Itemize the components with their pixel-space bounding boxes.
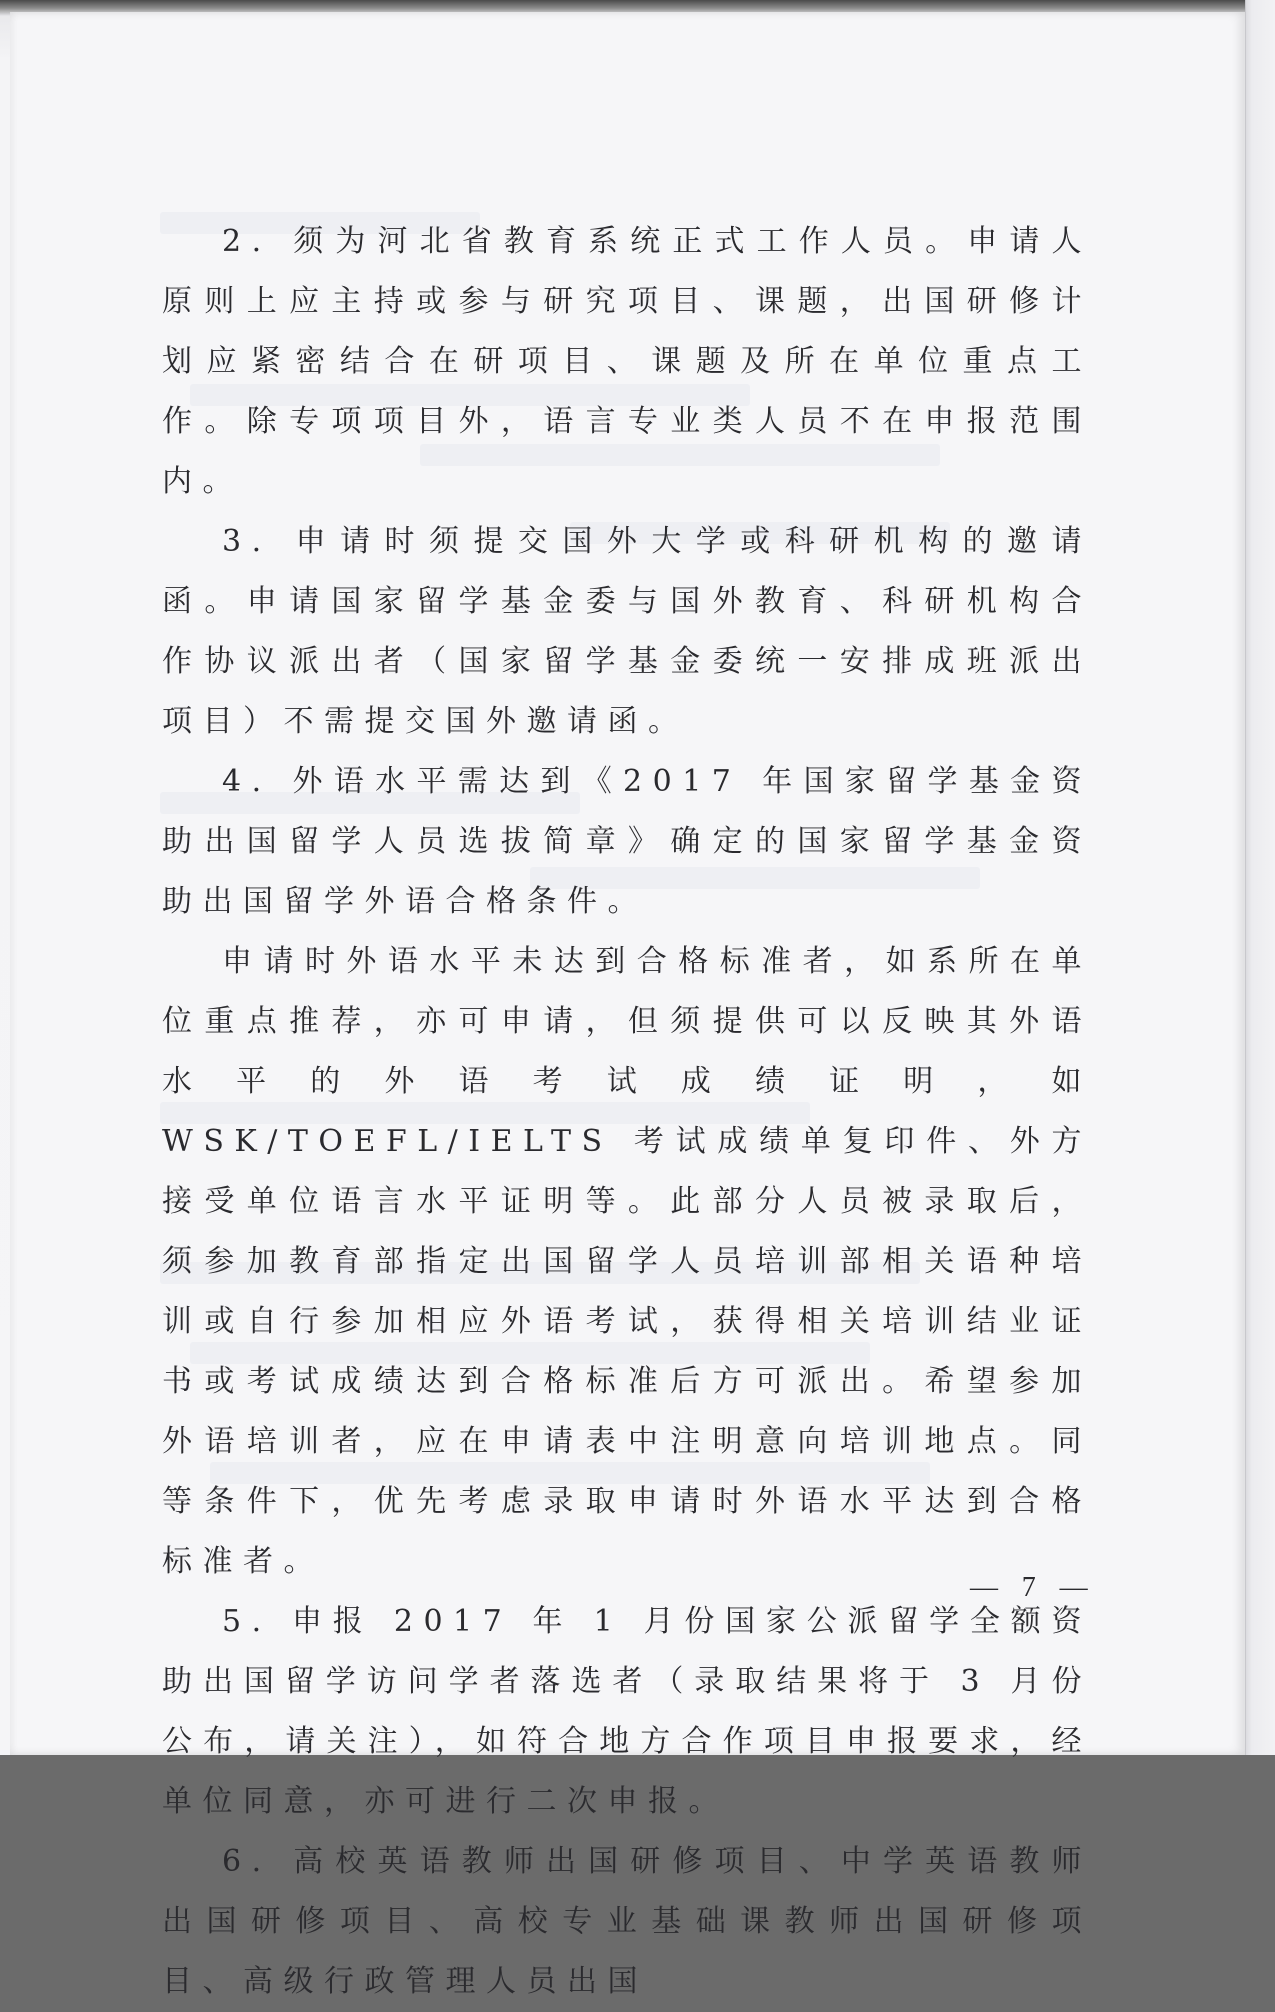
paragraph-4-detail: 申请时外语水平未达到合格标准者，如系所在单位重点推荐，亦可申请，但须提供可以反映其外语水平的外语考试成绩证明，如 WSK/TOEFL/IELTS 考试成绩单复印件、外方接受单位语言水平证明等。此部分人员被录取后，须参加教育部指定出国留学人员培训部相关语种培训或自行参加相应外语考试，获得相关培训结业证书或考试成绩达到合格标准后方可派出。希望参加外语培训者，应在申请表中注明意向培训地点。同等条件下，优先考虑录取申请时外语水平达到合格标准者。 (162, 944, 1092, 1579)
paper-sheet (10, 12, 1246, 1999)
paragraph-6: 6. 高校英语教师出国研修项目、中学英语教师出国研修项目、高校专业基础课教师出国研修项目、高级行政管理人员出国 (162, 1844, 1092, 1999)
paragraph-5: 5. 申报 2017 年 1 月份国家公派留学全额资助出国留学访问学者落选者（录取结果将于 3 月份公布，请关注），如符合地方合作项目申报要求，经单位同意，亦可进行二次申报。 (162, 1604, 1092, 1819)
body-text (162, 212, 1092, 2012)
page-number: — 7 — (970, 1572, 1096, 1603)
paragraph-4: 4. 外语水平需达到《2017 年国家留学基金资助出国留学人员选拔简章》确定的国家留学基金资助出国留学外语合格条件。 (162, 764, 1092, 919)
paragraph-3: 3. 申请时须提交国外大学或科研机构的邀请函。申请国家留学基金委与国外教育、科研机构合作协议派出者（国家留学基金委统一安排成班派出项目）不需提交国外邀请函。 (162, 524, 1092, 739)
paragraph-2: 2. 须为河北省教育系统正式工作人员。申请人原则上应主持或参与研究项目、课题，出国研修计划应紧密结合在研项目、课题及所在单位重点工作。除专项项目外，语言专业类人员不在申报范围内。 (162, 224, 1092, 499)
scan-right-edge (1245, 0, 1275, 1755)
